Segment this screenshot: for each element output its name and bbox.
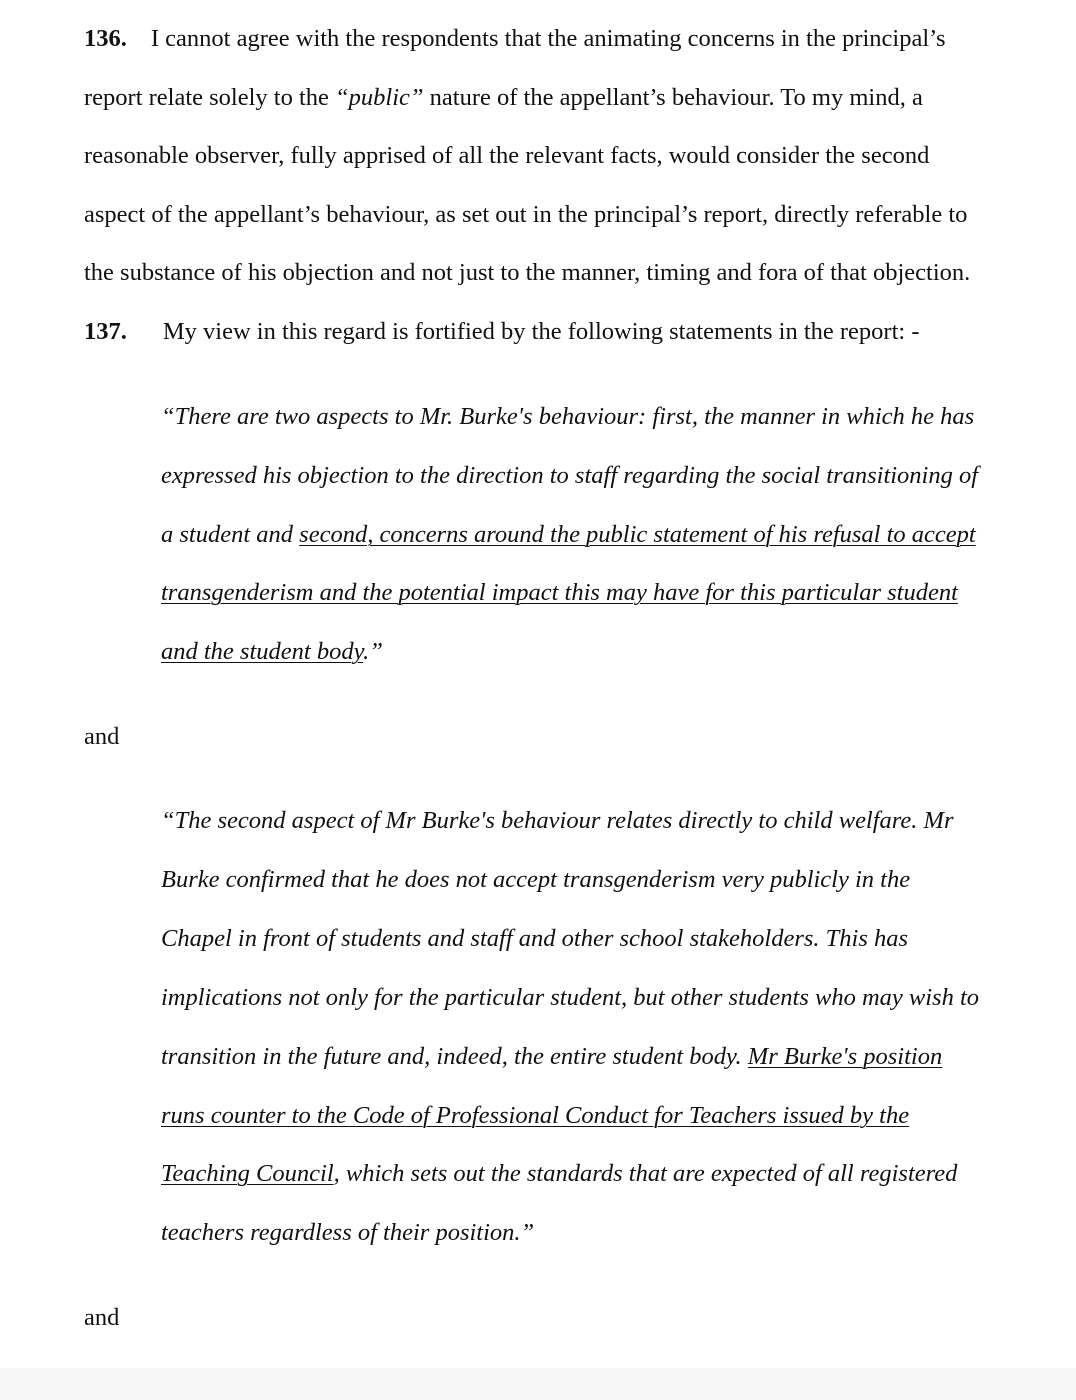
quote-text: , which sets out the standards that are expected of all registered: [333, 1160, 958, 1187]
text: report relate solely to the: [84, 84, 336, 111]
underlined-text: runs counter to the Code of Professional Conduct for Teachers issued by the: [161, 1102, 910, 1129]
quote-text: transition in the future and, indeed, the entire student body.: [161, 1043, 748, 1070]
text: the substance of his objection and not just to the manner, timing and fora of that objection.: [84, 259, 971, 286]
page-bottom-strip: [0, 1368, 1076, 1400]
and-connector-2: and: [84, 1304, 120, 1331]
quote-text: “The second aspect of Mr Burke's behaviour relates directly to child welfare. Mr: [161, 807, 954, 834]
paragraph-136-line-5: [84, 258, 970, 288]
paragraph-137-line-1: [84, 317, 920, 347]
quote-text: teachers regardless of their position.”: [161, 1219, 535, 1246]
underlined-text: Mr Burke's position: [747, 1043, 943, 1070]
quote-2-line-4: [161, 983, 979, 1013]
text: reasonable observer, fully apprised of all the relevant facts, would consider the second: [84, 142, 930, 169]
text: nature of the appellant’s behaviour. To my mind, a: [423, 84, 923, 111]
quote-text: a student and: [161, 521, 300, 548]
paragraph-number: 136.: [84, 25, 127, 52]
paragraph-number: 137.: [84, 318, 127, 345]
quote-2-line-5: [161, 1042, 942, 1072]
quote-text: .”: [363, 638, 383, 665]
quote-1-line-1: [161, 402, 974, 432]
quote-1-line-4: [161, 578, 958, 608]
quote-text: implications not only for the particular student, but other students who may wish to: [161, 984, 980, 1011]
quote-2-line-2: [161, 865, 910, 895]
quote-text: Chapel in front of students and staff and other school stakeholders. This has: [161, 925, 909, 952]
quote-2-line-7: [161, 1159, 957, 1189]
quote-2-line-8: [161, 1218, 534, 1248]
underlined-text: second, concerns around the public statement of his refusal to accept: [299, 521, 976, 548]
underlined-text: transgenderism and the potential impact this may have for this particular student: [161, 579, 958, 606]
text: I cannot agree with the respondents that the animating concerns in the principal’s: [150, 25, 946, 52]
quote-1-line-5: [161, 637, 383, 667]
quote-2-line-6: [161, 1101, 909, 1131]
paragraph-136-line-2: [84, 83, 923, 113]
quote-2-line-1: [161, 806, 954, 836]
italic-term: “public”: [335, 84, 424, 111]
paragraph-136-line-1: [84, 24, 946, 54]
paragraph-136-line-4: [84, 200, 967, 230]
quote-text: “There are two aspects to Mr. Burke's behaviour: first, the manner in which he has: [161, 403, 975, 430]
text: aspect of the appellant’s behaviour, as set out in the principal’s report, directly referable to: [84, 201, 968, 228]
and-connector-1: and: [84, 723, 120, 750]
text: My view in this regard is fortified by the following statements in the report: -: [162, 318, 920, 345]
underlined-text: and the student body: [161, 638, 364, 665]
quote-1-line-3: [161, 520, 976, 550]
quote-2-line-3: [161, 924, 908, 954]
quote-text: expressed his objection to the direction to staff regarding the social transitioning of: [161, 462, 979, 489]
quote-text: Burke confirmed that he does not accept transgenderism very publicly in the: [161, 866, 911, 893]
quote-1-line-2: [161, 461, 978, 491]
underlined-text: Teaching Council: [161, 1160, 334, 1187]
paragraph-136-line-3: [84, 141, 929, 171]
